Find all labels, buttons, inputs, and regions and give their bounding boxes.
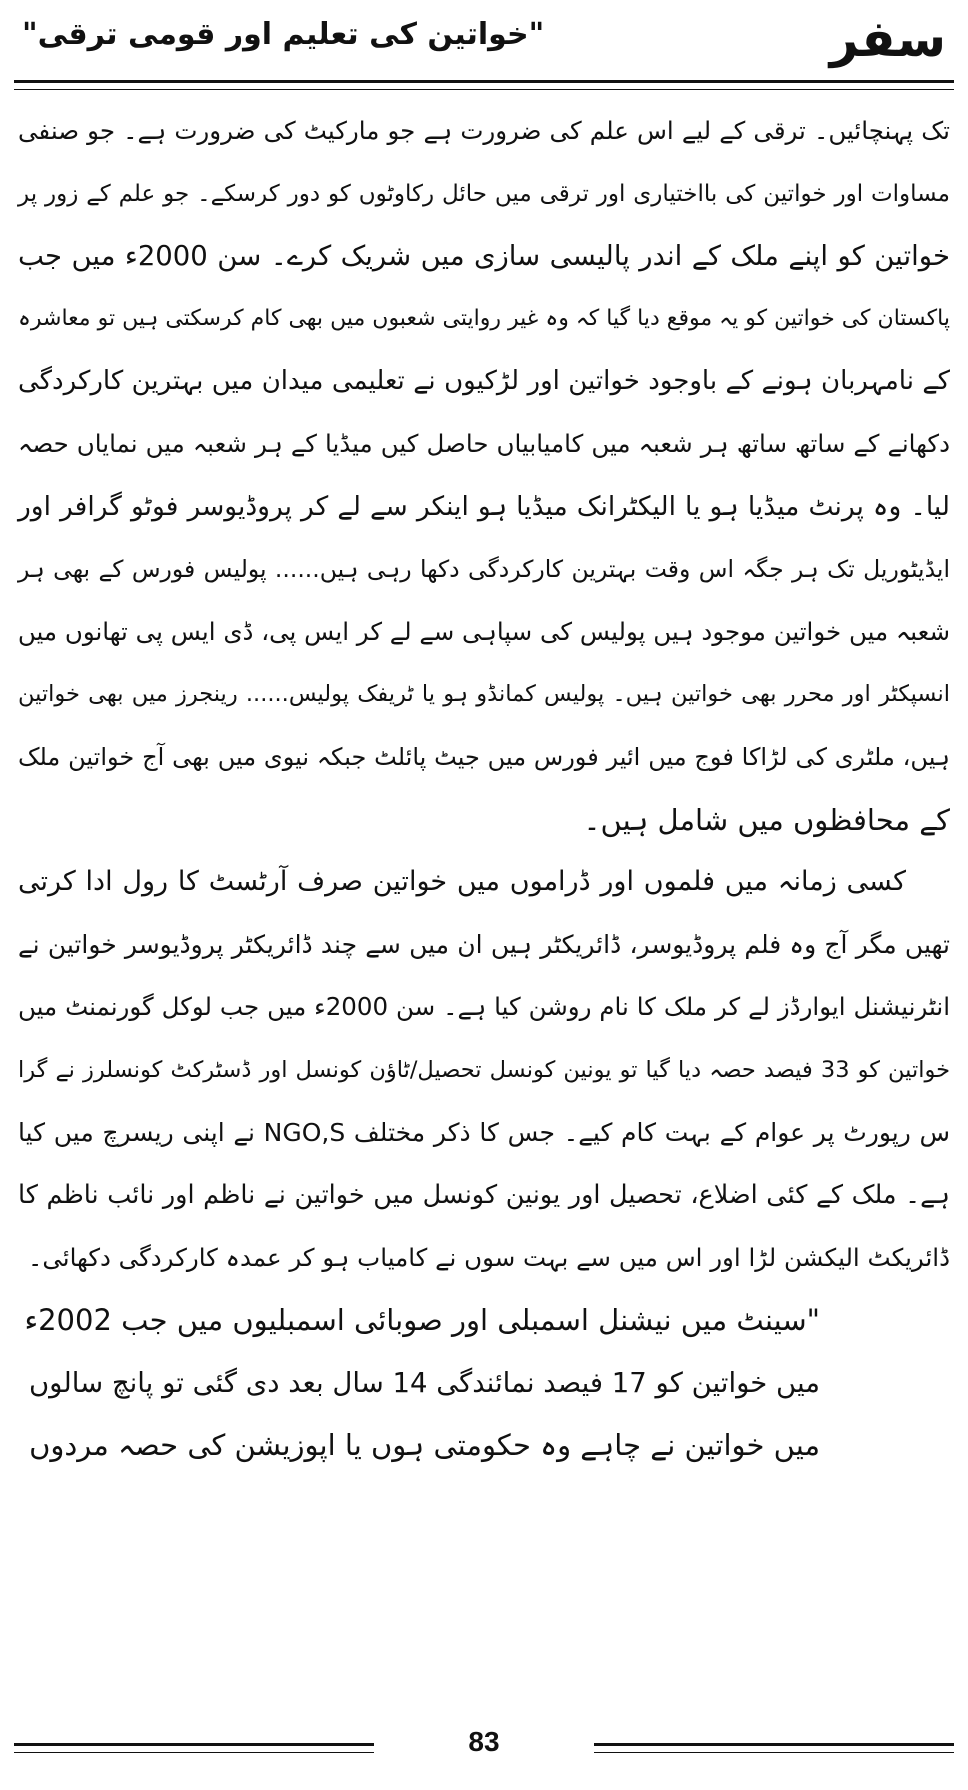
body-line: شعبہ میں خواتین موجود ہیں پولیس کی سپاہی سے لے کر ایس پی، ڈی ایس پی تھانوں میں [17, 616, 950, 646]
quote-line: میں خواتین کو 17 فیصد نمائندگی 14 سال بعد دی گئی تو پانچ سالوں [28, 1366, 820, 1399]
quote-line: میں خواتین نے چاہے وہ حکومتی ہوں یا اپوزیشن کی حصہ مردوں [29, 1428, 820, 1463]
page-header [14, 0, 954, 82]
body-line: ایڈیٹوریل تک ہر جگہ اس وقت بہترین کارکردگی دکھا رہی ہیں...... پولیس فورس کے بھی ہر [18, 555, 950, 584]
journal-title: سفر [829, 10, 946, 68]
body-line: ڈائریکٹ الیکشن لڑا اور اس میں سے بہت سوں نے کامیاب ہو کر عمدہ کارکردگی دکھائی۔ [27, 1242, 950, 1272]
footer-divider-left [14, 1743, 374, 1753]
body-line: تھیں مگر آج وہ فلم پروڈیوسر، ڈائریکٹر ہیں ان میں سے چند ڈائریکٹر پروڈیوسر خواتین نے [18, 929, 950, 959]
quote-line: "سینٹ میں نیشنل اسمبلی اور صوبائی اسمبلیوں میں جب 2002ء [24, 1303, 820, 1338]
body-line: پاکستان کی خواتین کو یہ موقع دیا گیا کہ وہ غیر روایتی شعبوں میں بھی کام کرسکتی ہیں تو معاشرہ [18, 305, 950, 331]
body-line: ہے۔ ملک کے کئی اضلاع، تحصیل اور یونین کونسل میں خواتین نے ناظم اور نائب ناظم کا [18, 1180, 950, 1211]
block-quote [18, 1289, 950, 1477]
header-divider [14, 80, 954, 90]
footer-divider-right [594, 1743, 954, 1753]
body-line: مساوات اور خواتین کی بااختیاری اور ترقی میں حائل رکاوٹوں کو دور کرسکے۔ جو علم کے زور پر [18, 180, 950, 207]
body-line: تک پہنچائیں۔ ترقی کے لیے اس علم کی ضرورت ہے جو مارکیٹ کی ضرورت ہے۔ جو صنفی [18, 116, 950, 145]
body-line: کسی زمانہ میں فلموں اور ڈراموں میں خواتین صرف آرٹسٹ کا رول ادا کرتی [18, 866, 906, 898]
body-line: کے محافظوں میں شامل ہیں۔ [583, 802, 950, 837]
body-line: ہیں، ملٹری کی لڑاکا فوج میں ائیر فورس میں جیٹ پائلٹ جبکہ نیوی میں بھی آج خواتین ملک [18, 742, 950, 771]
body-line: کے نامہربان ہونے کے باوجود خواتین اور لڑکیوں نے تعلیمی میدان میں بہترین کارکردگی [18, 366, 950, 397]
body-line: خواتین کو 33 فیصد حصہ دیا گیا تو یونین کونسل تحصیل/ٹاؤن کونسل اور ڈسٹرکٹ کونسلرز نے گرا [18, 1056, 950, 1083]
article-body [18, 100, 950, 1477]
article-title: "خواتین کی تعلیم اور قومی ترقی" [22, 17, 545, 52]
body-line: لیا۔ وہ پرنٹ میڈیا ہو یا الیکٹرانک میڈیا ہو اینکر سے لے کر پروڈیوسر فوٹو گرافر اور [18, 490, 950, 522]
body-line: س رپورٹ پر عوام کے بہت کام کیے۔ جس کا ذکر مختلف NGO,S نے اپنی ریسرچ میں کیا [18, 1117, 950, 1147]
body-line: خواتین کو اپنے ملک کے اندر پالیسی سازی میں شریک کرے۔ سن 2000ء میں جب [18, 240, 950, 273]
page-number: 83 [468, 1726, 500, 1757]
body-line: انسپکٹر اور محرر بھی خواتین ہیں۔ پولیس کمانڈو ہو یا ٹریفک پولیس...... رینجرز میں بھی خواتین [18, 681, 950, 708]
body-line: انٹرنیشنل ایوارڈز لے کر ملک کا نام روشن کیا ہے۔ سن 2000ء میں جب لوکل گورنمنٹ میں [18, 992, 951, 1022]
body-line: دکھانے کے ساتھ ساتھ ہر شعبہ میں کامیابیاں حاصل کیں میڈیا کے ہر شعبہ میں نمایاں حصہ [18, 428, 950, 458]
